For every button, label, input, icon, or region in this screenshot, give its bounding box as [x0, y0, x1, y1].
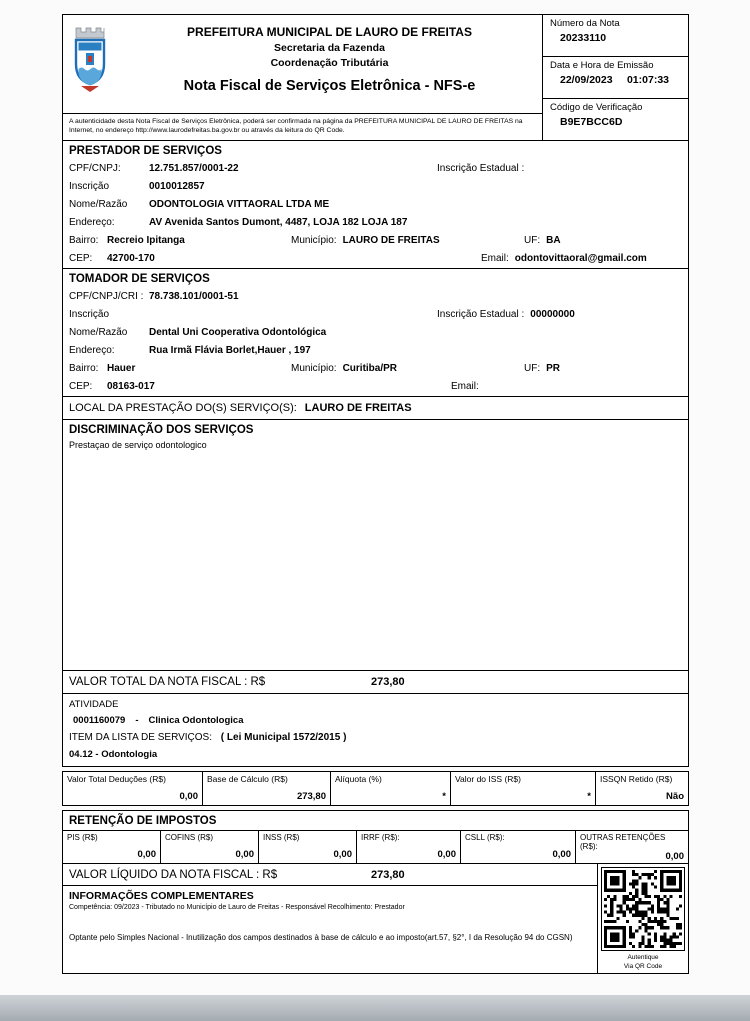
nota-number-label: Número da Nota [550, 18, 620, 29]
prestador-nome-label: Nome/Razão [69, 199, 128, 210]
prestador-municipio-value: LAURO DE FREITAS [342, 235, 440, 246]
tomador-cep-row [63, 378, 688, 396]
prestador-cpf-row [63, 160, 688, 178]
prestador-endereco-label: Endereço: [69, 217, 115, 228]
nota-number-value: 20233110 [560, 32, 607, 44]
nota-number-row [543, 15, 688, 57]
inss-cell [259, 831, 357, 863]
pis-cell [63, 831, 161, 863]
prestador-nome-value: ODONTOLOGIA VITTAORAL LTDA ME [149, 199, 330, 210]
base-calculo-cell [203, 772, 331, 805]
retencao-section [62, 810, 689, 864]
tomador-cep-value: 08163-017 [107, 381, 155, 392]
verification-label: Código de Verificação [550, 102, 643, 113]
cofins-value: 0,00 [235, 849, 254, 860]
inss-value: 0,00 [333, 849, 352, 860]
discriminacao-text: Prestaçao de serviço odontologico [69, 440, 207, 450]
deducoes-value: 0,00 [179, 791, 198, 802]
page-bottom-shadow [0, 995, 750, 1021]
tomador-section [62, 268, 689, 397]
emission-value [550, 74, 681, 86]
valor-liquido-label: VALOR LÍQUIDO DA NOTA FISCAL : R$ [69, 868, 278, 881]
header-top [63, 15, 542, 113]
tomador-bairro-value: Hauer [107, 363, 136, 374]
header-titles [117, 15, 542, 113]
atividade-label: ATIVIDADE [69, 699, 119, 710]
tax-table [62, 771, 689, 806]
local-prestacao-value: LAURO DE FREITAS [304, 402, 412, 414]
prestador-endereco-row [63, 214, 688, 232]
prestador-cpf-label: CPF/CNPJ: [69, 163, 121, 174]
verification-code: B9E7BCC6D [560, 116, 623, 128]
tomador-nome-row [63, 324, 688, 342]
deducoes-cell [63, 772, 203, 805]
qr-caption-line2: Via QR Code [623, 963, 663, 971]
csll-value: 0,00 [552, 849, 571, 860]
bottom-left-column [62, 863, 598, 974]
lei-municipal: ( Lei Municipal 1572/2015 ) [220, 732, 347, 743]
valor-iss-cell [451, 772, 596, 805]
aliquota-value: * [442, 791, 446, 802]
prestador-section [62, 140, 689, 269]
bottom-region [62, 863, 689, 974]
deducoes-label: Valor Total Deduções (R$) [67, 774, 166, 784]
prestador-municipio-label: Município: [291, 235, 337, 246]
prestador-endereco-value: AV Avenida Santos Dumont, 4487, LOJA 182 LOJA 187 [149, 217, 408, 228]
prestador-uf-value: BA [546, 235, 561, 246]
csll-label: CSLL (R$): [465, 833, 505, 842]
municipal-crest-icon [63, 15, 117, 113]
valor-total-label: VALOR TOTAL DA NOTA FISCAL : R$ [69, 676, 266, 688]
item-lista-label: ITEM DA LISTA DE SERVIÇOS: [69, 732, 213, 743]
discriminacao-section [62, 419, 689, 671]
valor-iss-label: Valor do ISS (R$) [455, 774, 521, 784]
pis-value: 0,00 [137, 849, 156, 860]
cofins-label: COFINS (R$) [165, 833, 213, 842]
retencao-title: RETENÇÃO DE IMPOSTOS [69, 815, 217, 827]
emission-label: Data e Hora de Emissão [550, 60, 654, 71]
prestador-inscricao-estadual-label: Inscrição Estadual : [437, 163, 525, 174]
tomador-inscricao-row [63, 306, 688, 324]
retencao-cells [63, 830, 688, 863]
tomador-bairro-label: Bairro: [69, 363, 99, 374]
tomador-endereco-row [63, 342, 688, 360]
emission-time: 01:07:33 [626, 74, 669, 86]
tomador-email-label: Email: [451, 381, 479, 392]
competencia-line: Competência: 09/2023 - Tributado no Município de Lauro de Freitas - Responsável Recolhimento: Prestador [69, 904, 405, 911]
emission-date: 22/09/2023 [560, 74, 613, 86]
prestador-inscricao-label: Inscrição [69, 181, 110, 192]
tomador-nome-value: Dental Uni Cooperativa Odontológica [149, 327, 327, 338]
prestador-bairro-label: Bairro: [69, 235, 99, 246]
org-name: PREFEITURA MUNICIPAL DE LAURO DE FREITAS [187, 25, 472, 39]
atividade-dash: - [135, 715, 139, 726]
invoice-document [62, 14, 689, 974]
prestador-bairro-value: Recreio Ipitanga [107, 235, 185, 246]
base-calculo-value: 273,80 [296, 791, 326, 802]
prestador-inscricao-value: 0010012857 [149, 181, 205, 192]
tomador-cpf-value: 78.738.101/0001-51 [149, 291, 239, 302]
irrf-cell [357, 831, 461, 863]
prestador-cpf-value: 12.751.857/0001-22 [149, 163, 239, 174]
authenticity-note: A autenticidade desta Nota Fiscal de Serviços Eletrônica, poderá ser confirmada na página da PREFEITURA MUNICIPAL DE LAURO DE FREITAS na Internet, no endereço http://www.laurodefreitas.ba.gov.br ou através da leitura do QR Code. [63, 113, 542, 140]
outras-retencoes-value: 0,00 [665, 851, 684, 862]
atividade-code: 0001160079 [73, 715, 126, 726]
prestador-cep-value: 42700-170 [107, 253, 155, 264]
prestador-inscricao-row [63, 178, 688, 196]
org-secretaria: Secretaria da Fazenda [274, 42, 385, 54]
informacoes-complementares-section [62, 885, 598, 974]
pis-label: PIS (R$) [67, 833, 98, 842]
irrf-value: 0,00 [437, 849, 456, 860]
tomador-cep-label: CEP: [69, 381, 93, 392]
valor-liquido-row [62, 863, 598, 886]
tomador-title: TOMADOR DE SERVIÇOS [69, 273, 210, 285]
item-lista-value: 04.12 - Odontologia [69, 749, 158, 760]
outras-retencoes-cell [576, 831, 688, 863]
tomador-uf-label: UF: [524, 363, 541, 374]
tomador-cpf-row [63, 288, 688, 306]
aliquota-cell [331, 772, 451, 805]
prestador-title: PRESTADOR DE SERVIÇOS [69, 145, 222, 157]
prestador-cep-label: CEP: [69, 253, 93, 264]
cofins-cell [161, 831, 259, 863]
issqn-retido-cell [596, 772, 688, 805]
prestador-email-label: Email: [481, 253, 509, 264]
tomador-municipio-value: Curitiba/PR [342, 363, 398, 374]
discriminacao-title: DISCRIMINAÇÃO DOS SERVIÇOS [69, 424, 254, 436]
header-info-panel [542, 15, 688, 140]
tomador-municipio-label: Município: [291, 363, 337, 374]
atividade-code-row [63, 711, 688, 727]
informacoes-title: INFORMAÇÕES COMPLEMENTARES [69, 890, 254, 902]
valor-liquido-value: 273,80 [371, 868, 405, 881]
tomador-endereco-value: Rua Irmã Flávia Borlet,Hauer , 197 [149, 345, 311, 356]
issqn-retido-value: Não [666, 791, 684, 802]
local-prestacao-row [62, 396, 689, 420]
qr-caption [624, 953, 662, 971]
prestador-cep-row [63, 250, 688, 268]
csll-cell [461, 831, 576, 863]
aliquota-label: Alíquota (%) [335, 774, 382, 784]
local-prestacao-label: LOCAL DA PRESTAÇÃO DO(S) SERVIÇO(S): [69, 402, 297, 414]
valor-total-value: 273,80 [371, 676, 405, 688]
item-lista-row [63, 727, 688, 744]
org-coordenacao: Coordenação Tributária [270, 57, 389, 69]
simples-nacional-line: Optante pelo Simples Nacional - Inutilização dos campos destinados à base de cálculo e ao imposto(art.57, §2°, I da Resolução 94 do CGSN) [69, 933, 573, 942]
atividade-section [62, 693, 689, 767]
header-left [63, 15, 542, 140]
prestador-nome-row [63, 196, 688, 214]
verification-row [543, 99, 688, 140]
tomador-inscricao-label: Inscrição [69, 309, 110, 320]
qr-panel [597, 863, 689, 974]
tomador-nome-label: Nome/Razão [69, 327, 128, 338]
qr-caption-line1: Autentique [627, 954, 659, 961]
emission-row [543, 57, 688, 99]
tomador-bairro-row [63, 360, 688, 378]
tomador-cpf-label: CPF/CNPJ/CRI : [69, 291, 144, 302]
tomador-inscricao-estadual-value: 00000000 [530, 309, 575, 320]
invoice-header [62, 14, 689, 141]
atividade-descr: Clinica Odontologica [148, 715, 244, 726]
prestador-bairro-row [63, 232, 688, 250]
qr-code-icon [601, 867, 685, 951]
prestador-uf-label: UF: [524, 235, 541, 246]
tomador-endereco-label: Endereço: [69, 345, 115, 356]
valor-total-row [62, 670, 689, 694]
issqn-retido-label: ISSQN Retido (R$) [600, 774, 673, 784]
tomador-uf-value: PR [546, 363, 561, 374]
tomador-inscricao-estadual-label: Inscrição Estadual : [437, 309, 525, 320]
base-calculo-label: Base de Cálculo (R$) [207, 774, 288, 784]
irrf-label: IRRF (R$): [361, 833, 400, 842]
prestador-email-value: odontovittaoral@gmail.com [514, 253, 647, 264]
inss-label: INSS (R$) [263, 833, 300, 842]
document-title: Nota Fiscal de Serviços Eletrônica - NFS-e [183, 78, 476, 94]
valor-iss-value: * [587, 791, 591, 802]
outras-retencoes-label: OUTRAS RETENÇÕES (R$): [580, 833, 666, 851]
